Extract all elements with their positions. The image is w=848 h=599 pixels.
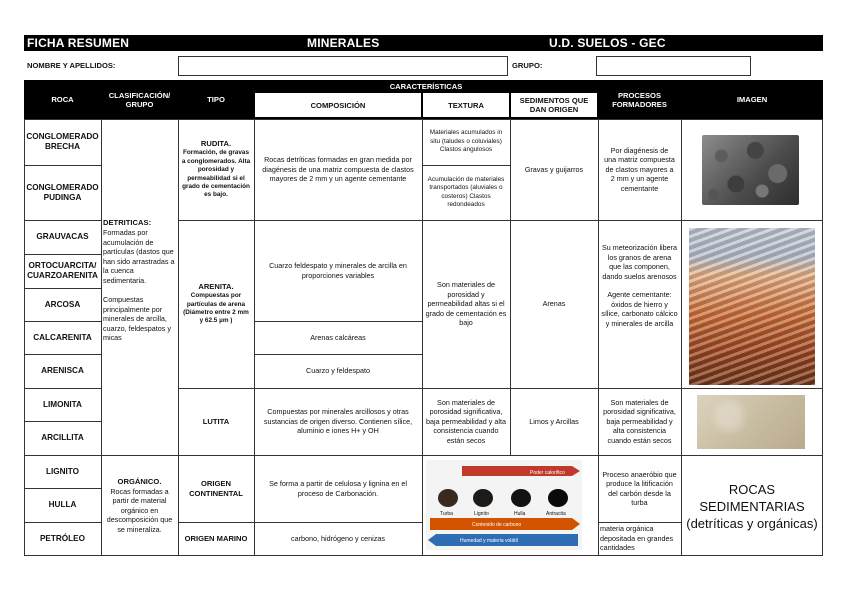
type-rudita-body: Formación, de gravas a conglomerados. Alta porosidad y permeabilidad si el grado de cementación es bajo. [181,149,251,199]
caption-line1: ROCAS [728,481,776,497]
carbon-label: Contenido de carbono [472,522,522,528]
divider [598,522,681,523]
hulla-sample [511,489,531,507]
name-label: NOMBRE Y APELLIDOS: [27,61,116,70]
header-tipo: TIPO [207,95,225,104]
texture-lutita: Son materiales de porosidad significativa, baja permeabilidad y alta consistencia cuando están secos [426,397,506,445]
type-rudita-title: RUDITA. [200,139,232,149]
turba-sample [438,489,458,507]
rock-hulla: HULLA [48,500,77,509]
composition-marino: carbono, hidrógeno y cenizas [291,534,385,544]
texture-brecha: Materiales acumulados in situ (taludes o coluviales) Clastos angulosos [429,129,503,154]
caption-line3: (detríticas y orgánicas) [686,515,818,531]
header-imagen: IMAGEN [736,95,768,104]
rock-calcarenita: CALCARENITA [33,332,92,342]
rock-grauvacas: GRAUVACAS [36,232,89,241]
title-right: U.D. SUELOS - GEC [549,36,666,50]
sediments-rudita: Gravas y guijarros [524,164,584,174]
header-caracteristicas: CARACTERÍSTICAS [389,81,463,91]
composition-rudita: Rocas detríticas formadas en gran medida por diagénesis de una matriz compuesta de clastos mayores de 2 mm y un agente cementante [262,155,414,184]
composition-arenisca: Cuarzo y feldespato [306,366,370,376]
lutita-photo [697,395,805,449]
header-procesos: PROCESOS FORMADORES [612,90,667,109]
texture-pudinga: Acumulación de materiales transportados (aluviales o costeros) Clastos redondeados [427,175,505,208]
coal-diagram-svg [426,460,582,550]
process-lignito: Proceso anaeróbio que produce la litificación del carbón desde la turba [602,469,677,507]
type-lutita: LUTITA [202,416,230,426]
group-label: GRUPO: [512,61,543,70]
image-caption [681,478,823,534]
label-turba: Turba [440,511,453,517]
label-hulla: Hulla [514,511,526,517]
type-arenita [178,220,254,388]
arenisca-photo [689,228,815,385]
header-clasificacion: CLASIFICACIÓN/ GRUPO [108,90,171,109]
rock-ortocuarcita: ORTOCUARCITA/ CUARZOARENITA [27,261,98,280]
calorific-label: Poder calorífico [530,470,565,476]
type-arenita-body: Compuestas por partículas de arena (Diámetro entre 2 mm y 62.5 µm ) [183,292,249,325]
rock-conglomerado-pudinga: CONGLOMERADO PUDINGA [26,182,99,202]
sediments-lutita: Limos y Arcillas [529,416,579,426]
header-textura: TEXTURA [422,92,510,118]
group-detriticas-title: DETRITICAS: [103,218,152,227]
coal-rank-diagram [426,460,582,550]
group-field[interactable] [596,56,751,76]
title-bar [24,35,823,51]
composition-arenita: Cuarzo feldespato y minerales de arcilla en proporciones variables [269,261,407,280]
group-organico [101,455,178,556]
process-arenita-b: Agente cementante: óxidos de hierro y sílice, carbonato cálcico y minerales de arcilla [601,290,678,328]
name-field[interactable] [178,56,508,76]
rock-lignito: LIGNITO [45,466,80,476]
composition-continental: Se forma a partir de celulosa y lignina en el proceso de Carbonación. [269,479,407,498]
antracita-sample [548,489,568,507]
rock-limonita: LIMONITA [43,399,82,409]
composition-calcarenita: Arenas calcáreas [310,332,366,342]
label-antracita: Antracita [546,511,566,517]
header-sedimentos: SEDIMENTOS QUE DAN ORIGEN [510,92,598,118]
process-lutita: Son materiales de porosidad significativa, baja permeabilidad y alta consistencia cuando están secos [603,397,676,445]
rock-arenisca: ARENISCA [41,366,84,375]
label-lignito: Lignito [474,511,489,517]
header-composicion: COMPOSICIÓN [254,92,422,118]
caption-line2: SEDIMENTARIAS [699,498,805,514]
sediments-arenita: Arenas [542,299,566,309]
title-left: FICHA RESUMEN [27,36,130,50]
rock-petroleo: PETRÓLEO [39,534,86,543]
group-detriticas-body2: Compuestas principalmente por minerales de arcilla, cuarzo, feldespatos y micas [103,295,171,342]
title-center: MINERALES [307,36,380,50]
composition-lutita: Compuestas por minerales arcillosos y otras sustancias de origen diverso. Contienen sílice, aluminio e iones H+ y OH [263,407,413,436]
group-detriticas [103,218,177,343]
type-rudita [178,119,254,220]
type-arenita-title: ARENITA. [198,282,234,292]
texture-arenita: Son materiales de porosidad y permeabilidad altas si el grado de cementación es bajo [425,280,507,328]
type-origen-marino: ORIGEN MARINO [184,534,248,543]
process-arenita [598,243,681,328]
humidity-label: Humedad y materia volátil [460,538,518,544]
header-roca: ROCA [51,95,74,104]
lignito-sample [473,489,493,507]
rock-arcosa: ARCOSA [44,299,81,309]
group-detriticas-body1: Formadas por acumulación de partículas (dastos que han sido arrastradas a la cuenca sedimentaria. [103,228,175,285]
rock-arcillita: ARCILLITA [41,433,84,442]
conglomerado-photo [702,135,799,205]
group-organico-body: Rocas formadas a partir de material orgánico en descomposición que se mineraliza. [106,486,173,534]
process-arenita-a: Su meteorización libera los granos de arena que las componen, dando suelos arenosos [601,243,678,281]
type-origen-continental: ORIGEN CONTINENTAL [189,478,243,498]
process-marino: materia orgánica depositada en grandes cantidades [600,524,674,552]
group-organico-title: ORGÁNICO. [117,476,162,486]
process-rudita: Por diagénesis de una matriz compuesta de clastos mayores a 2 mm y un agente cementante [604,145,675,193]
rock-conglomerado-brecha: CONGLOMERADO BRECHA [26,132,99,151]
